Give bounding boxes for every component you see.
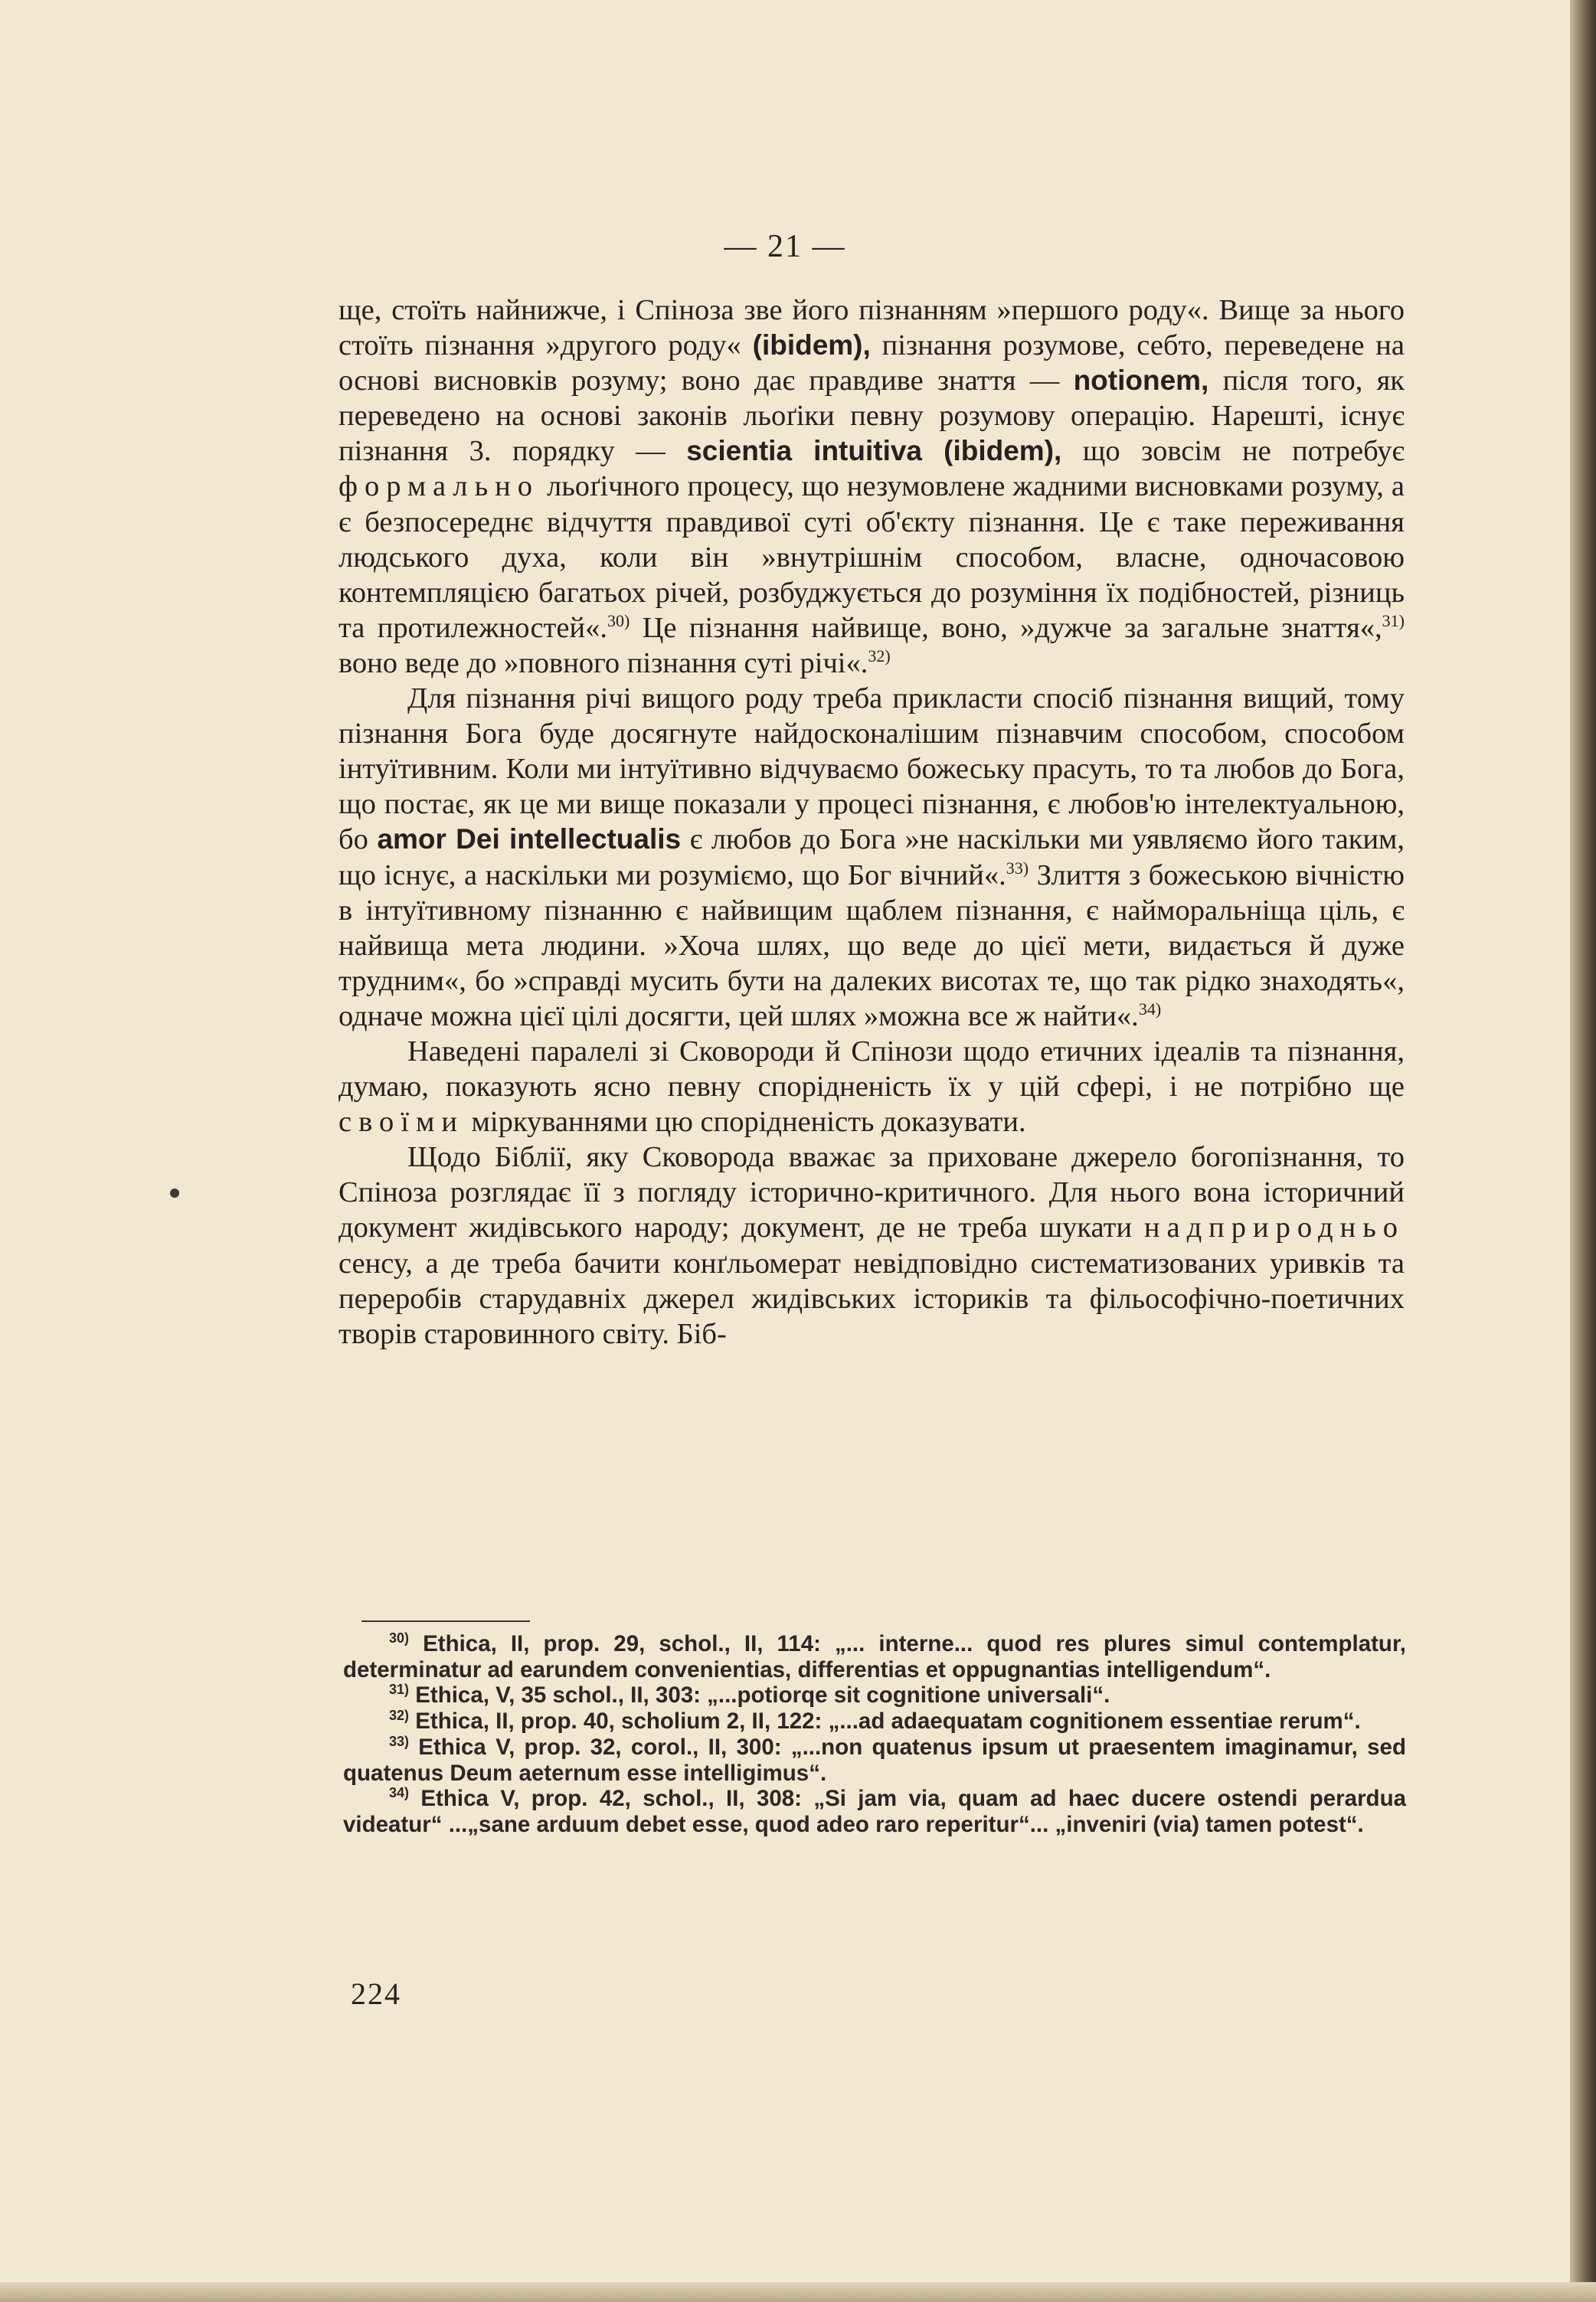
p2-text-d: Злиття з божеською вічністю в інтуїтивному пізнанню є найвищим щаблем пізнання, є наймоpальніща ціль, є найвища мета людини. »Хоча шлях, що веде до цієї мети, видається й дуже трудним«, бо »справді мусить бути на далеких висотах те, що так рідко знаходять«, одначе можна цієї цілі досягти, цей шлях »можна все ж найти«. <box>338 858 1405 1032</box>
p4-text-c: сенсу, а де треба бачити конґльомерат невідповідно систематизованих уривків та переробів старудавніх джерел жидівських істориків та фільософічно-поетичних творів старовинного світу. Біб- <box>338 1247 1405 1350</box>
footnote-34 <box>343 1786 1406 1837</box>
ink-speck <box>170 1189 179 1198</box>
p1-text-e: після того, як переведено на основі законів льоґіки певну розумову операцію. Нарешті, існує пізнання 3. порядку — <box>338 365 1405 468</box>
p3-text-a: Наведені паралелі зі Сковороди й Спінози щодо етичних ідеалів та пізнання, думаю, показують ясно певну спорідненість їх у цій сфері, і не потрібно ще <box>338 1035 1405 1104</box>
footnote-31-num: 31) <box>389 1682 410 1698</box>
p1-latin-notionem: notionem, <box>1073 365 1209 397</box>
p1-latin-scientia: scientia intuitiva (ibidem), <box>686 435 1062 467</box>
footnote-33-text: Ethica V, prop. 32, corol., II, 300: „...non quatenus ipsum ut praesentem imaginamur, sed quatenus Deum aeternum esse intelligimus“. <box>343 1734 1406 1786</box>
p1-latin-ibidem: (ibidem), <box>752 329 871 361</box>
note-ref-32: 32) <box>868 646 891 666</box>
p1-text-k: воно веде до »повного пізнання суті річі«. <box>338 646 868 679</box>
paragraph-2 <box>338 681 1405 1034</box>
p4-text-a: Щодо Біблії, яку Сковорода вважає за приховане джерело богопізнання, то Спіноза розглядає її з погляду історично-критичного. Для нього вона історичний документ жидівського народу; документ, де не треба шукати <box>338 1141 1405 1244</box>
note-ref-30: 30) <box>607 611 630 631</box>
footnote-32-text: Ethica, II, prop. 40, scholium 2, II, 122: „...ad adaequatam cognitionem essentiae rerum“. <box>415 1709 1361 1735</box>
footnote-30-num: 30) <box>389 1630 410 1646</box>
footnote-30-text: Ethica, II, prop. 29, schol., II, 114: „... interne... quod res plures simul contemplatur, determinatur ad earundem convenientias, differentias et oppugnantias intelligendum“. <box>343 1631 1406 1682</box>
p1-text-g: що зовсім не потребує <box>1082 435 1405 468</box>
folio-number: 224 <box>351 1977 401 2011</box>
note-ref-33: 33) <box>1006 858 1029 878</box>
footnote-31-text: Ethica, V, 35 schol., II, 303: „...potiorqe sit cognitione universali“. <box>415 1682 1110 1709</box>
footnote-30 <box>343 1631 1406 1682</box>
p4-spaced-word: надприродньо <box>1143 1211 1405 1244</box>
p1-text-c: пізнання розумове, себто, переведене на основі висновків розуму; воно дає правдиве знаття — <box>338 329 1405 397</box>
paragraph-3 <box>338 1034 1405 1140</box>
page-spine-shadow <box>1570 0 1596 2302</box>
footnotes <box>343 1631 1406 1838</box>
p2-text-a: Для пізнання річі вищого роду треба прикласти спосіб пізнання вищий, тому пізнання Бога буде досягнуте найдосконалішим пізнавчим способом, способом інтуїтивним. Коли ми інтуїтивно відчуваємо божеську прасуть, то та любов до Бога, що постає, як це ми вище показали у процесі пізнання, є любов'ю інтелектуальною, бо <box>338 682 1405 856</box>
p3-text-c: міркуваннями цю спорідненість доказувати. <box>471 1106 1026 1139</box>
note-ref-31: 31) <box>1382 611 1405 631</box>
paragraph-1 <box>338 293 1405 681</box>
footnote-33-num: 33) <box>389 1733 410 1749</box>
p1-text-a: ще, стоїть найнижче, і Спіноза зве його пізнанням »першого роду«. Вище за нього стоїть пізнання »другого роду« <box>338 294 1405 362</box>
paragraph-4 <box>338 1140 1405 1352</box>
footnote-33 <box>343 1735 1406 1786</box>
p3-spaced-word: своїми <box>338 1106 464 1139</box>
main-text <box>338 293 1405 1352</box>
footnote-32-num: 32) <box>389 1708 410 1724</box>
page-header-number: — 21 — <box>724 229 846 264</box>
footnote-34-text: Ethica V, prop. 42, schol., II, 308: „Si jam via, quam ad haec ducere ostendi perardua videatur“ ...„sane arduum debet esse, quod adeo raro reperitur“... „inveniri (via) tamen potest“. <box>343 1786 1406 1837</box>
footnote-34-num: 34) <box>389 1785 410 1801</box>
p1-text-i: льоґічного процесу, що незумовлене жадними висновками розуму, а є безпосереднє відчуття правдивої суті об'єкту пізнання. Це є таке переживання людського духа, коли він »внутрішнім способом, власне, одночасовою контемпляцією багатьох річей, розбуджується до розуміння їх подібностей, різниць та протилежностей«. <box>338 470 1405 644</box>
p1-spaced-word: формально <box>338 470 540 503</box>
page-bottom-edge <box>0 2282 1596 2302</box>
footnote-32 <box>343 1709 1406 1735</box>
p1-text-j: Це пізнання найвище, воно, »дужче за загальне знаття«, <box>642 611 1382 644</box>
p2-latin-amor: amor Dei intellectualis <box>377 823 682 855</box>
footnote-31 <box>343 1682 1406 1709</box>
note-ref-34: 34) <box>1138 999 1162 1019</box>
p2-text-c: є любов до Бога »не наскільки ми уявляємо його таким, що існує, а наскільки ми розуміємо, що Бог вічний«. <box>338 823 1405 891</box>
footnote-separator <box>361 1620 530 1622</box>
